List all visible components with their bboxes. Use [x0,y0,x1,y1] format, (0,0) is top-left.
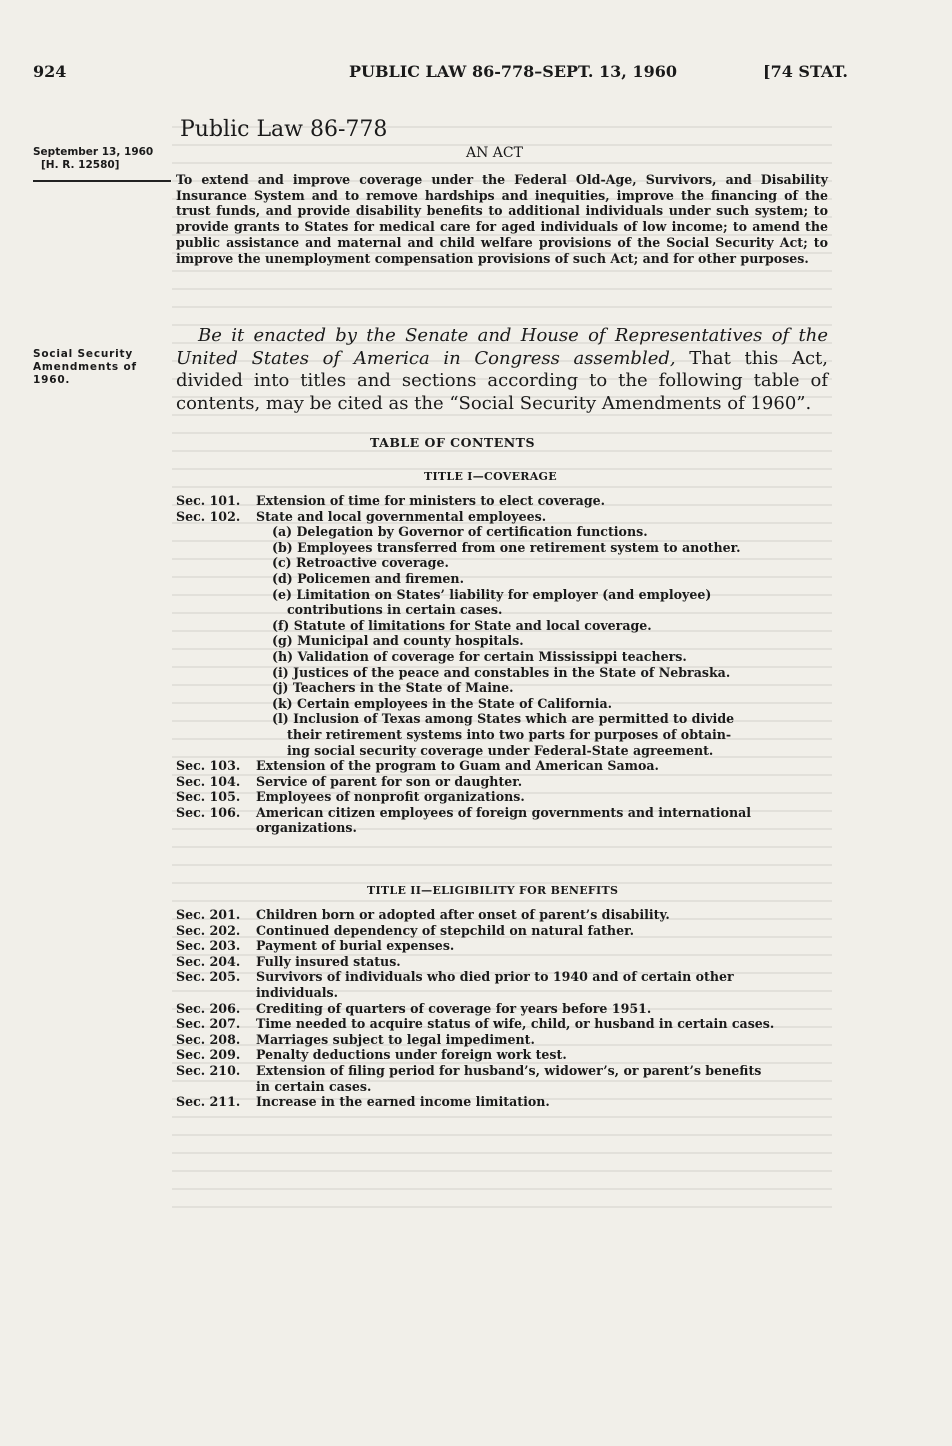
subsection-title: (h) Validation of coverage for certain Mississippi teachers. [272,648,687,664]
section-number: Sec. 204. [176,953,241,969]
section-title: Penalty deductions under foreign work test. [256,1047,567,1063]
section-title: Continued dependency of stepchild on natural father. [256,922,634,938]
toc-entry [176,571,832,587]
entry-continuation: contributions in certain cases. [287,602,503,618]
section-number: Sec. 201. [176,907,241,922]
enacting-formula: Be it enacted by the Senate and House of Representatives of the United States of America in Congress assembled, [176,325,828,369]
title-one-heading: TITLE I—COVERAGE [424,470,557,483]
section-number: Sec. 103. [176,758,241,774]
entry-continuation: individuals. [256,984,339,1000]
enacting-clause [176,325,828,415]
subsection-title: (j) Teachers in the State of Maine. [272,680,514,696]
subsection-title: (i) Justices of the peace and constables in the State of Nebraska. [272,664,731,680]
running-header [33,62,923,84]
subsection-title: (a) Delegation by Governor of certification functions. [272,524,648,540]
toc-entry [176,1032,832,1048]
toc-entry [176,602,832,618]
section-number: Sec. 105. [176,789,241,805]
section-title: Employees of nonprofit organizations. [256,789,525,805]
bill-number: [H. R. 12580] [41,159,120,171]
section-number: Sec. 104. [176,773,241,789]
toc-entry [176,618,832,634]
section-title: State and local governmental employees. [256,508,547,524]
section-number: Sec. 211. [176,1094,241,1110]
enacting-text: That this Act, divided into titles and sections according to the following table of contents, may be cited as the “Social Security Amendments of 1960”. [176,347,828,414]
toc-entry [176,555,832,571]
section-number: Sec. 106. [176,804,241,820]
toc-entry [176,774,832,790]
margin-rule [33,180,171,182]
toc-entry [176,1079,832,1095]
section-number: Sec. 205. [176,969,241,985]
toc-entry [176,758,832,774]
section-number: Sec. 101. [176,493,241,508]
section-number: Sec. 203. [176,938,241,954]
section-title: Extension of time for ministers to elect coverage. [256,493,606,508]
margin-note-line: 1960. [33,374,71,386]
section-title: Fully insured status. [256,953,401,969]
title-two-heading: TITLE II—ELIGIBILITY FOR BENEFITS [367,884,619,897]
toc-entry [176,969,832,985]
subsection-title: (e) Limitation on States’ liability for employer (and employee) [272,586,712,602]
statute-volume: [74 STAT. [763,62,848,81]
toc-entry [176,587,832,603]
subsection-title: (g) Municipal and county hospitals. [272,633,524,649]
entry-continuation: ing social security coverage under Federal-State agreement. [287,742,714,758]
toc-entry [176,985,832,1001]
toc-entry [176,633,832,649]
section-title: Crediting of quarters of coverage for years before 1951. [256,1000,652,1016]
toc-entry [176,805,832,821]
toc-entry [176,1094,832,1110]
section-number: Sec. 208. [176,1031,241,1047]
section-title: Children born or adopted after onset of parent’s disability. [256,907,670,922]
subsection-title: (l) Inclusion of Texas among States which are permitted to divide [272,711,735,727]
section-title: Increase in the earned income limitation. [256,1094,550,1110]
section-title: Extension of the program to Guam and American Samoa. [256,758,659,774]
page-number: 924 [33,62,67,81]
law-title: Public Law 86-778 [180,117,388,142]
toc-entry [176,789,832,805]
toc-entry [176,820,832,836]
entry-continuation: organizations. [256,820,357,836]
toc-entry [176,954,832,970]
toc-entry [176,680,832,696]
toc-entry [176,665,832,681]
running-title: PUBLIC LAW 86-778–SEPT. 13, 1960 [349,62,677,81]
toc-entry [176,649,832,665]
section-number: Sec. 102. [176,508,241,524]
an-act-heading: AN ACT [466,145,523,161]
section-number: Sec. 202. [176,922,241,938]
toc-entry [176,907,832,923]
section-number: Sec. 210. [176,1062,241,1078]
section-number: Sec. 206. [176,1000,241,1016]
section-title: Service of parent for son or daughter. [256,773,523,789]
subsection-title: (c) Retroactive coverage. [272,555,449,571]
subsection-title: (k) Certain employees in the State of California. [272,695,613,711]
toc-entry [176,923,832,939]
entry-continuation: their retirement systems into two parts for purposes of obtain- [287,726,732,742]
section-title: American citizen employees of foreign governments and international [256,804,752,820]
toc-entry [176,1063,832,1079]
toc-entry [176,696,832,712]
margin-note-line: Social Security [33,348,133,360]
margin-note-citation [33,348,137,387]
toc-entry [176,540,832,556]
margin-note-line: Amendments of [33,361,137,373]
section-title: Time needed to acquire status of wife, child, or husband in certain cases. [256,1016,775,1032]
section-number: Sec. 209. [176,1047,241,1063]
margin-date [33,146,153,172]
toc-entry [176,524,832,540]
entry-continuation: in certain cases. [256,1078,372,1094]
section-title: Payment of burial expenses. [256,938,455,954]
section-title: Survivors of individuals who died prior to 1940 and of certain other [256,969,734,985]
toc-entry [176,493,832,509]
subsection-title: (b) Employees transferred from one retirement system to another. [272,539,741,555]
act-purpose: To extend and improve coverage under the Federal Old-Age, Survivors, and Disability Insurance System and to remove hardships and inequities, improve the financing of the trust funds, and provide disability benefits to additional individuals under such system; to provide grants to States for medical care for aged individuals of low income; to amend the public assistance and maternal and child welfare provisions of the Social Security Act; to improve the unemployment compensation provisions of such Act; and for other purposes. [176,172,828,266]
section-number: Sec. 207. [176,1016,241,1032]
toc-entry [176,938,832,954]
section-title: Marriages subject to legal impediment. [256,1031,535,1047]
title-two-contents [176,907,832,1110]
subsection-title: (d) Policemen and firemen. [272,570,464,586]
toc-heading: TABLE OF CONTENTS [370,435,536,450]
toc-entry [176,727,832,743]
toc-entry [176,1001,832,1017]
toc-entry [176,711,832,727]
toc-entry [176,1047,832,1063]
toc-entry [176,509,832,525]
subsection-title: (f) Statute of limitations for State and local coverage. [272,617,652,633]
toc-entry [176,743,832,759]
title-one-contents [176,493,832,836]
toc-entry [176,1016,832,1032]
enactment-date: September 13, 1960 [33,146,154,158]
section-title: Extension of filing period for husband’s, widower’s, or parent’s benefits [256,1062,762,1078]
